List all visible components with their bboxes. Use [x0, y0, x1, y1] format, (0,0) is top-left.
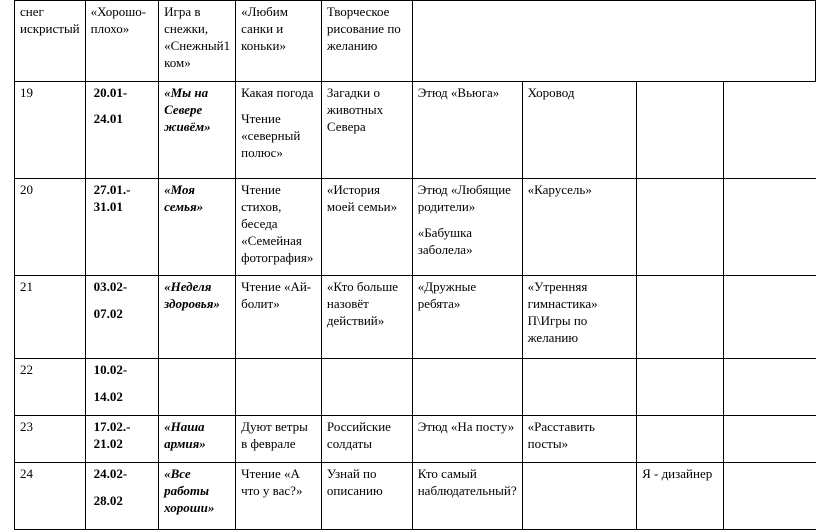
week-number: 22: [15, 359, 86, 416]
dates-cell: 24.02- 28.02: [85, 463, 158, 530]
cell-header-3: Игра в снежки, «Снежный1 ком»: [159, 1, 236, 82]
theme-cell: «Мы на Севере живём»: [159, 82, 236, 179]
activity-cell: [522, 463, 636, 530]
table-row: [15, 179, 816, 276]
cell-header-2: «Хорошо-плохо»: [85, 1, 158, 82]
activity-cell: Этюд «На посту»: [412, 416, 522, 463]
cell-header-empty: [412, 1, 815, 82]
activity-cell: Российские солдаты: [321, 416, 412, 463]
week-number: 23: [15, 416, 86, 463]
dates-cell: 27.01.- 31.01: [85, 179, 158, 276]
activity-cell: Чтение стихов, беседа «Семейная фотография»: [236, 179, 322, 276]
empty-cell: [724, 82, 816, 179]
activity-cell: [637, 416, 724, 463]
dates-cell: 03.02- 07.02: [85, 276, 158, 359]
theme-cell: «Все работы хороши»: [159, 463, 236, 530]
activity-cell: Чтение «Ай-болит»: [236, 276, 322, 359]
dates-cell: 20.01- 24.01: [85, 82, 158, 179]
table-row-header: [15, 1, 816, 82]
theme-cell: «Неделя здоровья»: [159, 276, 236, 359]
week-number: 21: [15, 276, 86, 359]
empty-cell: [724, 276, 816, 359]
activity-cell: Этюд «Вьюга»: [412, 82, 522, 179]
activity-cell: [321, 359, 412, 416]
table-row: [15, 276, 816, 359]
week-number: 20: [15, 179, 86, 276]
activity-cell: Какая погода Чтение «северный полюс»: [236, 82, 322, 179]
empty-cell: [724, 359, 816, 416]
activity-cell: Узнай по описанию: [321, 463, 412, 530]
activity-cell: «Карусель»: [522, 179, 636, 276]
activity-cell: Этюд «Любящие родители» «Бабушка заболела»: [412, 179, 522, 276]
activity-cell: [637, 179, 724, 276]
empty-cell: [724, 463, 816, 530]
activity-cell: «История моей семьи»: [321, 179, 412, 276]
cell-header-5: Творческое рисование по желанию: [321, 1, 412, 82]
empty-cell: [724, 179, 816, 276]
table-row: [15, 359, 816, 416]
lesson-plan-table: [14, 0, 816, 530]
activity-cell: [637, 82, 724, 179]
activity-cell: Загадки о животных Севера: [321, 82, 412, 179]
activity-cell: «Расставить посты»: [522, 416, 636, 463]
cell-header-1: снег искристый: [15, 1, 86, 82]
theme-cell: [159, 359, 236, 416]
theme-cell: «Наша армия»: [159, 416, 236, 463]
activity-cell: [637, 276, 724, 359]
dates-cell: 17.02.- 21.02: [85, 416, 158, 463]
table-row: [15, 82, 816, 179]
activity-cell: [412, 359, 522, 416]
activity-cell: [637, 359, 724, 416]
activity-cell: Кто самый наблюдательный?: [412, 463, 522, 530]
activity-cell: Чтение «А что у вас?»: [236, 463, 322, 530]
activity-cell: Хоровод: [522, 82, 636, 179]
activity-cell: «Кто больше назовёт действий»: [321, 276, 412, 359]
activity-cell: Я - дизайнер: [637, 463, 724, 530]
week-number: 24: [15, 463, 86, 530]
table-row: [15, 416, 816, 463]
activity-cell: [236, 359, 322, 416]
dates-cell: 10.02- 14.02: [85, 359, 158, 416]
activity-cell: «Дружные ребята»: [412, 276, 522, 359]
activity-cell: «Утренняя гимнастика» П\Игры по желанию: [522, 276, 636, 359]
cell-header-4: «Любим санки и коньки»: [236, 1, 322, 82]
table-row: [15, 463, 816, 530]
activity-cell: Дуют ветры в феврале: [236, 416, 322, 463]
theme-cell: «Моя семья»: [159, 179, 236, 276]
empty-cell: [724, 416, 816, 463]
week-number: 19: [15, 82, 86, 179]
activity-cell: [522, 359, 636, 416]
